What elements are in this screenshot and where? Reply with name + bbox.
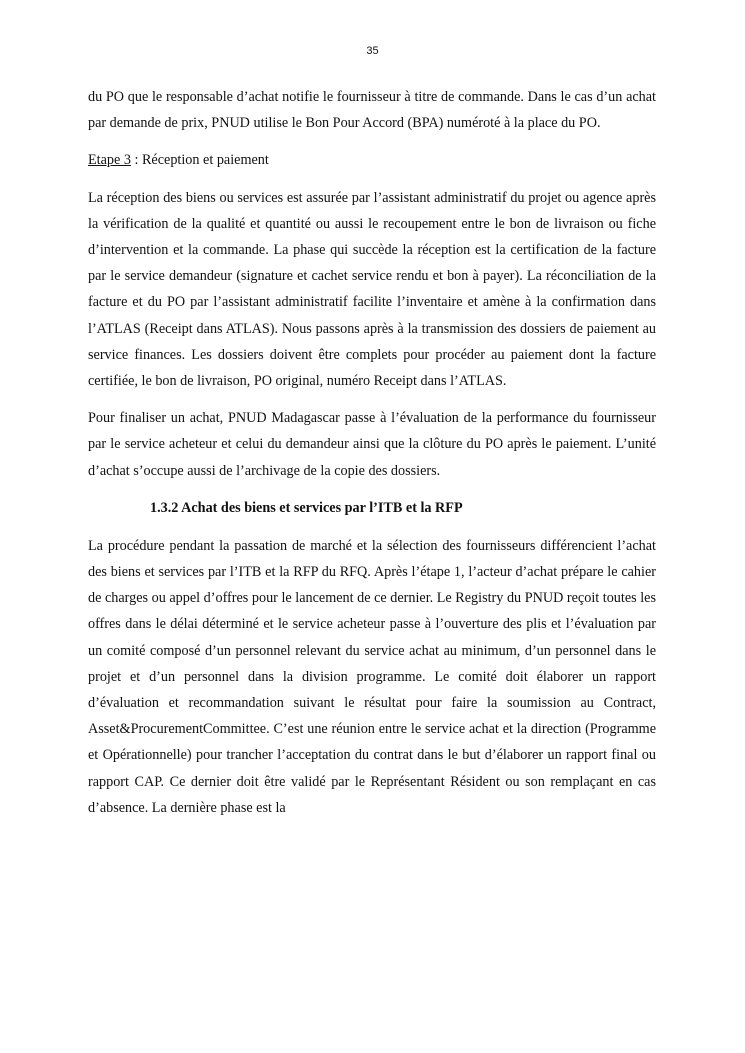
paragraph-itb-rfp: La procédure pendant la passation de marché et la sélection des fournisseurs différencient l’achat des biens et services par l’ITB et la RFP du RFQ. Après l’étape 1, l’acteur d’achat prépare le cahier de charges ou appel d’offres pour le lancement de ce dernier. Le Registry du PNUD reçoit toutes les offres dans le délai déterminé et le service acheteur passe à l’ouverture des plis et l’évaluation par un comité composé d’un personnel relevant du service achat au minimum, d’un personnel dans le projet et d’un personnel dans la division programme. Le comité doit élaborer un rapport d’évaluation et recommandation suivant le résultat pour faire la soumission au Contract, Asset&ProcurementCommittee. C’est une réunion entre le service achat et la direction (Programme et Opérationnelle) pour trancher l’acceptation du contrat dans le but d’élaborer un rapport final ou rapport CAP. Ce dernier doit être validé par le Représentant Résident ou son remplaçant en cas d’absence. La dernière phase est la <box>88 537 656 816</box>
section-heading: 1.3.2 Achat des biens et services par l’ITB et la RFP <box>150 499 463 516</box>
paragraph-reception: La réception des biens ou services est assurée par l’assistant administratif du projet ou agence après la vérification de la qualité et quantité ou aussi le recoupement entre le bon de livraison ou fiche d’intervention et la commande. La phase qui succède la réception est la certification de la facture par le service demandeur (signature et cachet service rendu et bon à payer). La réconciliation de la facture et du PO par l’assistant administratif facilite l’inventaire et amène à la confirmation dans l’ATLAS (Receipt dans ATLAS). Nous passons après à la transmission des dossiers de paiement au service finances. Les dossiers doivent être complets pour procéder au paiement dont la facture certifiée, le bon de livraison, PO original, numéro Receipt dans l’ATLAS. <box>88 189 656 390</box>
step-3-title <box>88 147 656 173</box>
step-3-label: Etape 3 <box>88 152 131 169</box>
page-number: 35 <box>366 45 379 57</box>
paragraph-finalisation: Pour finaliser un achat, PNUD Madagascar passe à l’évaluation de la performance du fournisseur par le service acheteur et celui du demandeur ainsi que la clôture du PO après le paiement. L’unité d’achat s’occupe aussi de l’archivage de la copie des dossiers. <box>88 410 656 479</box>
paragraph-po-notification: du PO que le responsable d’achat notifie le fournisseur à titre de commande. Dans le cas d’un achat par demande de prix, PNUD utilise le Bon Pour Accord (BPA) numéroté à la place du PO. <box>88 89 656 132</box>
body-text <box>88 84 656 832</box>
step-3-text: : Réception et paiement <box>130 152 269 169</box>
